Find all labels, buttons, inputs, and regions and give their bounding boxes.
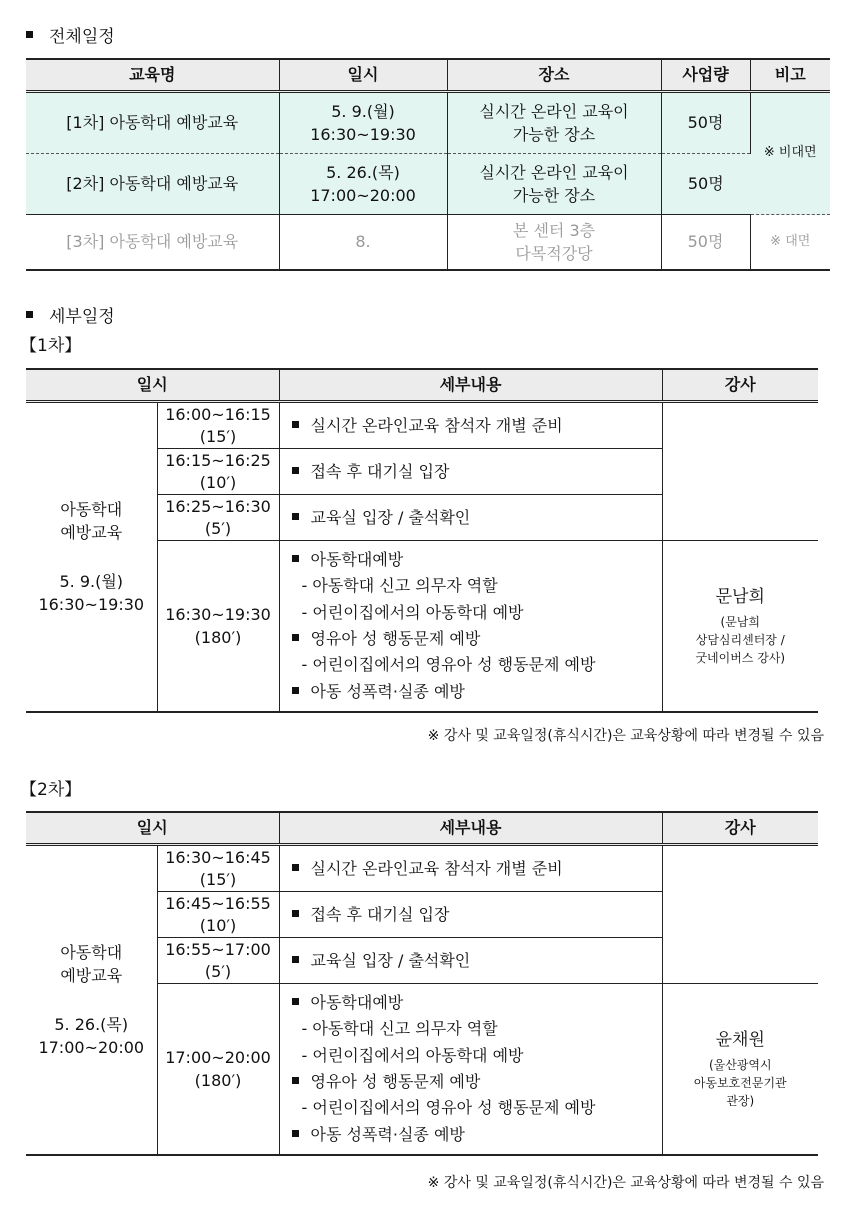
col-header-lecturer: 강사 [662,369,818,402]
slot-time: 16:30~16:45 (15′) [157,845,279,892]
square-bullet-icon [292,1130,299,1137]
lecturer-empty [662,845,818,984]
table-row [26,845,818,892]
table-row [26,402,818,449]
session1-label: 【1차】 [20,336,82,356]
col-header-note: 비고 [750,59,830,92]
square-bullet-icon [292,998,299,1005]
slot-content: 접속 후 대기실 입장 [279,892,662,938]
course-datetime: 5. 9.(월) 16:30~19:30 [279,92,447,154]
session-summary: 아동학대 예방교육 5. 9.(월) 16:30~19:30 [26,402,157,713]
main-content: 아동학대예방 - 아동학대 신고 의무자 역할 - 어린이집에서의 아동학대 예방 영유아 성 행동문제 예방 - 어린이집에서의 영유아 성 행동문제 예방 아동 성폭력·실종 예방 [279,984,662,1156]
table-row [26,215,830,271]
session2-table [26,811,818,1156]
slot-content: 교육실 입장 / 출석확인 [279,495,662,541]
course-name: [1차] 아동학대 예방교육 [26,92,279,154]
square-bullet-icon [292,687,299,694]
slot-content: 실시간 온라인교육 참석자 개별 준비 [279,845,662,892]
slot-content: 접속 후 대기실 입장 [279,449,662,495]
lecturer: 문남희 (문남희 상담심리센터장 / 굿네이버스 강사) [662,541,818,713]
col-header-content: 세부내용 [279,812,662,845]
note-online: ※ 비대면 [750,92,830,215]
square-bullet-icon [292,910,299,917]
col-header-lecturer: 강사 [662,812,818,845]
square-bullet-icon [292,956,299,963]
square-bullet-icon [292,555,299,562]
overview-heading: 전체일정 [26,22,115,47]
slot-time: 17:00~20:00 (180′) [157,984,279,1156]
slot-time: 16:00~16:15 (15′) [157,402,279,449]
slot-time: 16:45~16:55 (10′) [157,892,279,938]
session2-footnote: ※ 강사 및 교육일정(휴식시간)은 교육상황에 따라 변경될 수 있음 [427,1175,824,1191]
col-header-amount: 사업량 [661,59,750,92]
slot-time: 16:25~16:30 (5′) [157,495,279,541]
course-amount: 50명 [661,92,750,154]
course-datetime: 5. 26.(목) 17:00~20:00 [279,154,447,215]
overview-header-row [26,59,830,92]
square-bullet-icon [292,864,299,871]
col-header-content: 세부내용 [279,369,662,402]
slot-content: 교육실 입장 / 출석확인 [279,938,662,984]
square-bullet-icon [292,513,299,520]
detail-header-row [26,812,818,845]
session1-table [26,368,818,713]
course-place: 실시간 온라인 교육이 가능한 장소 [447,154,661,215]
lecturer: 윤채원 (울산광역시 아동보호전문기관 관장) [662,984,818,1156]
main-content: 아동학대예방 - 아동학대 신고 의무자 역할 - 어린이집에서의 아동학대 예방 영유아 성 행동문제 예방 - 어린이집에서의 영유아 성 행동문제 예방 아동 성폭력·실종 예방 [279,541,662,713]
course-place: 실시간 온라인 교육이 가능한 장소 [447,92,661,154]
course-amount: 50명 [661,215,750,271]
square-bullet-icon [292,1077,299,1084]
square-bullet-icon [292,467,299,474]
table-row [26,154,830,215]
col-header-datetime: 일시 [279,59,447,92]
course-place: 본 센터 3층 다목적강당 [447,215,661,271]
slot-content: 실시간 온라인교육 참석자 개별 준비 [279,402,662,449]
col-header-place: 장소 [447,59,661,92]
course-amount: 50명 [661,154,750,215]
note-offline: ※ 대면 [750,215,830,271]
lecturer-empty [662,402,818,541]
square-bullet-icon [26,31,33,38]
col-header-datetime: 일시 [26,812,279,845]
slot-time: 16:55~17:00 (5′) [157,938,279,984]
square-bullet-icon [292,634,299,641]
session2-label: 【2차】 [20,780,82,800]
square-bullet-icon [292,421,299,428]
detail-heading: 세부일정 [26,302,115,327]
table-row [26,92,830,154]
square-bullet-icon [26,311,33,318]
col-header-datetime: 일시 [26,369,279,402]
course-datetime: 8. [279,215,447,271]
course-name: [3차] 아동학대 예방교육 [26,215,279,271]
session-summary: 아동학대 예방교육 5. 26.(목) 17:00~20:00 [26,845,157,1156]
slot-time: 16:15~16:25 (10′) [157,449,279,495]
overview-table [26,58,830,271]
slot-time: 16:30~19:30 (180′) [157,541,279,713]
session1-footnote: ※ 강사 및 교육일정(휴식시간)은 교육상황에 따라 변경될 수 있음 [427,728,824,744]
course-name: [2차] 아동학대 예방교육 [26,154,279,215]
detail-header-row [26,369,818,402]
col-header-course: 교육명 [26,59,279,92]
